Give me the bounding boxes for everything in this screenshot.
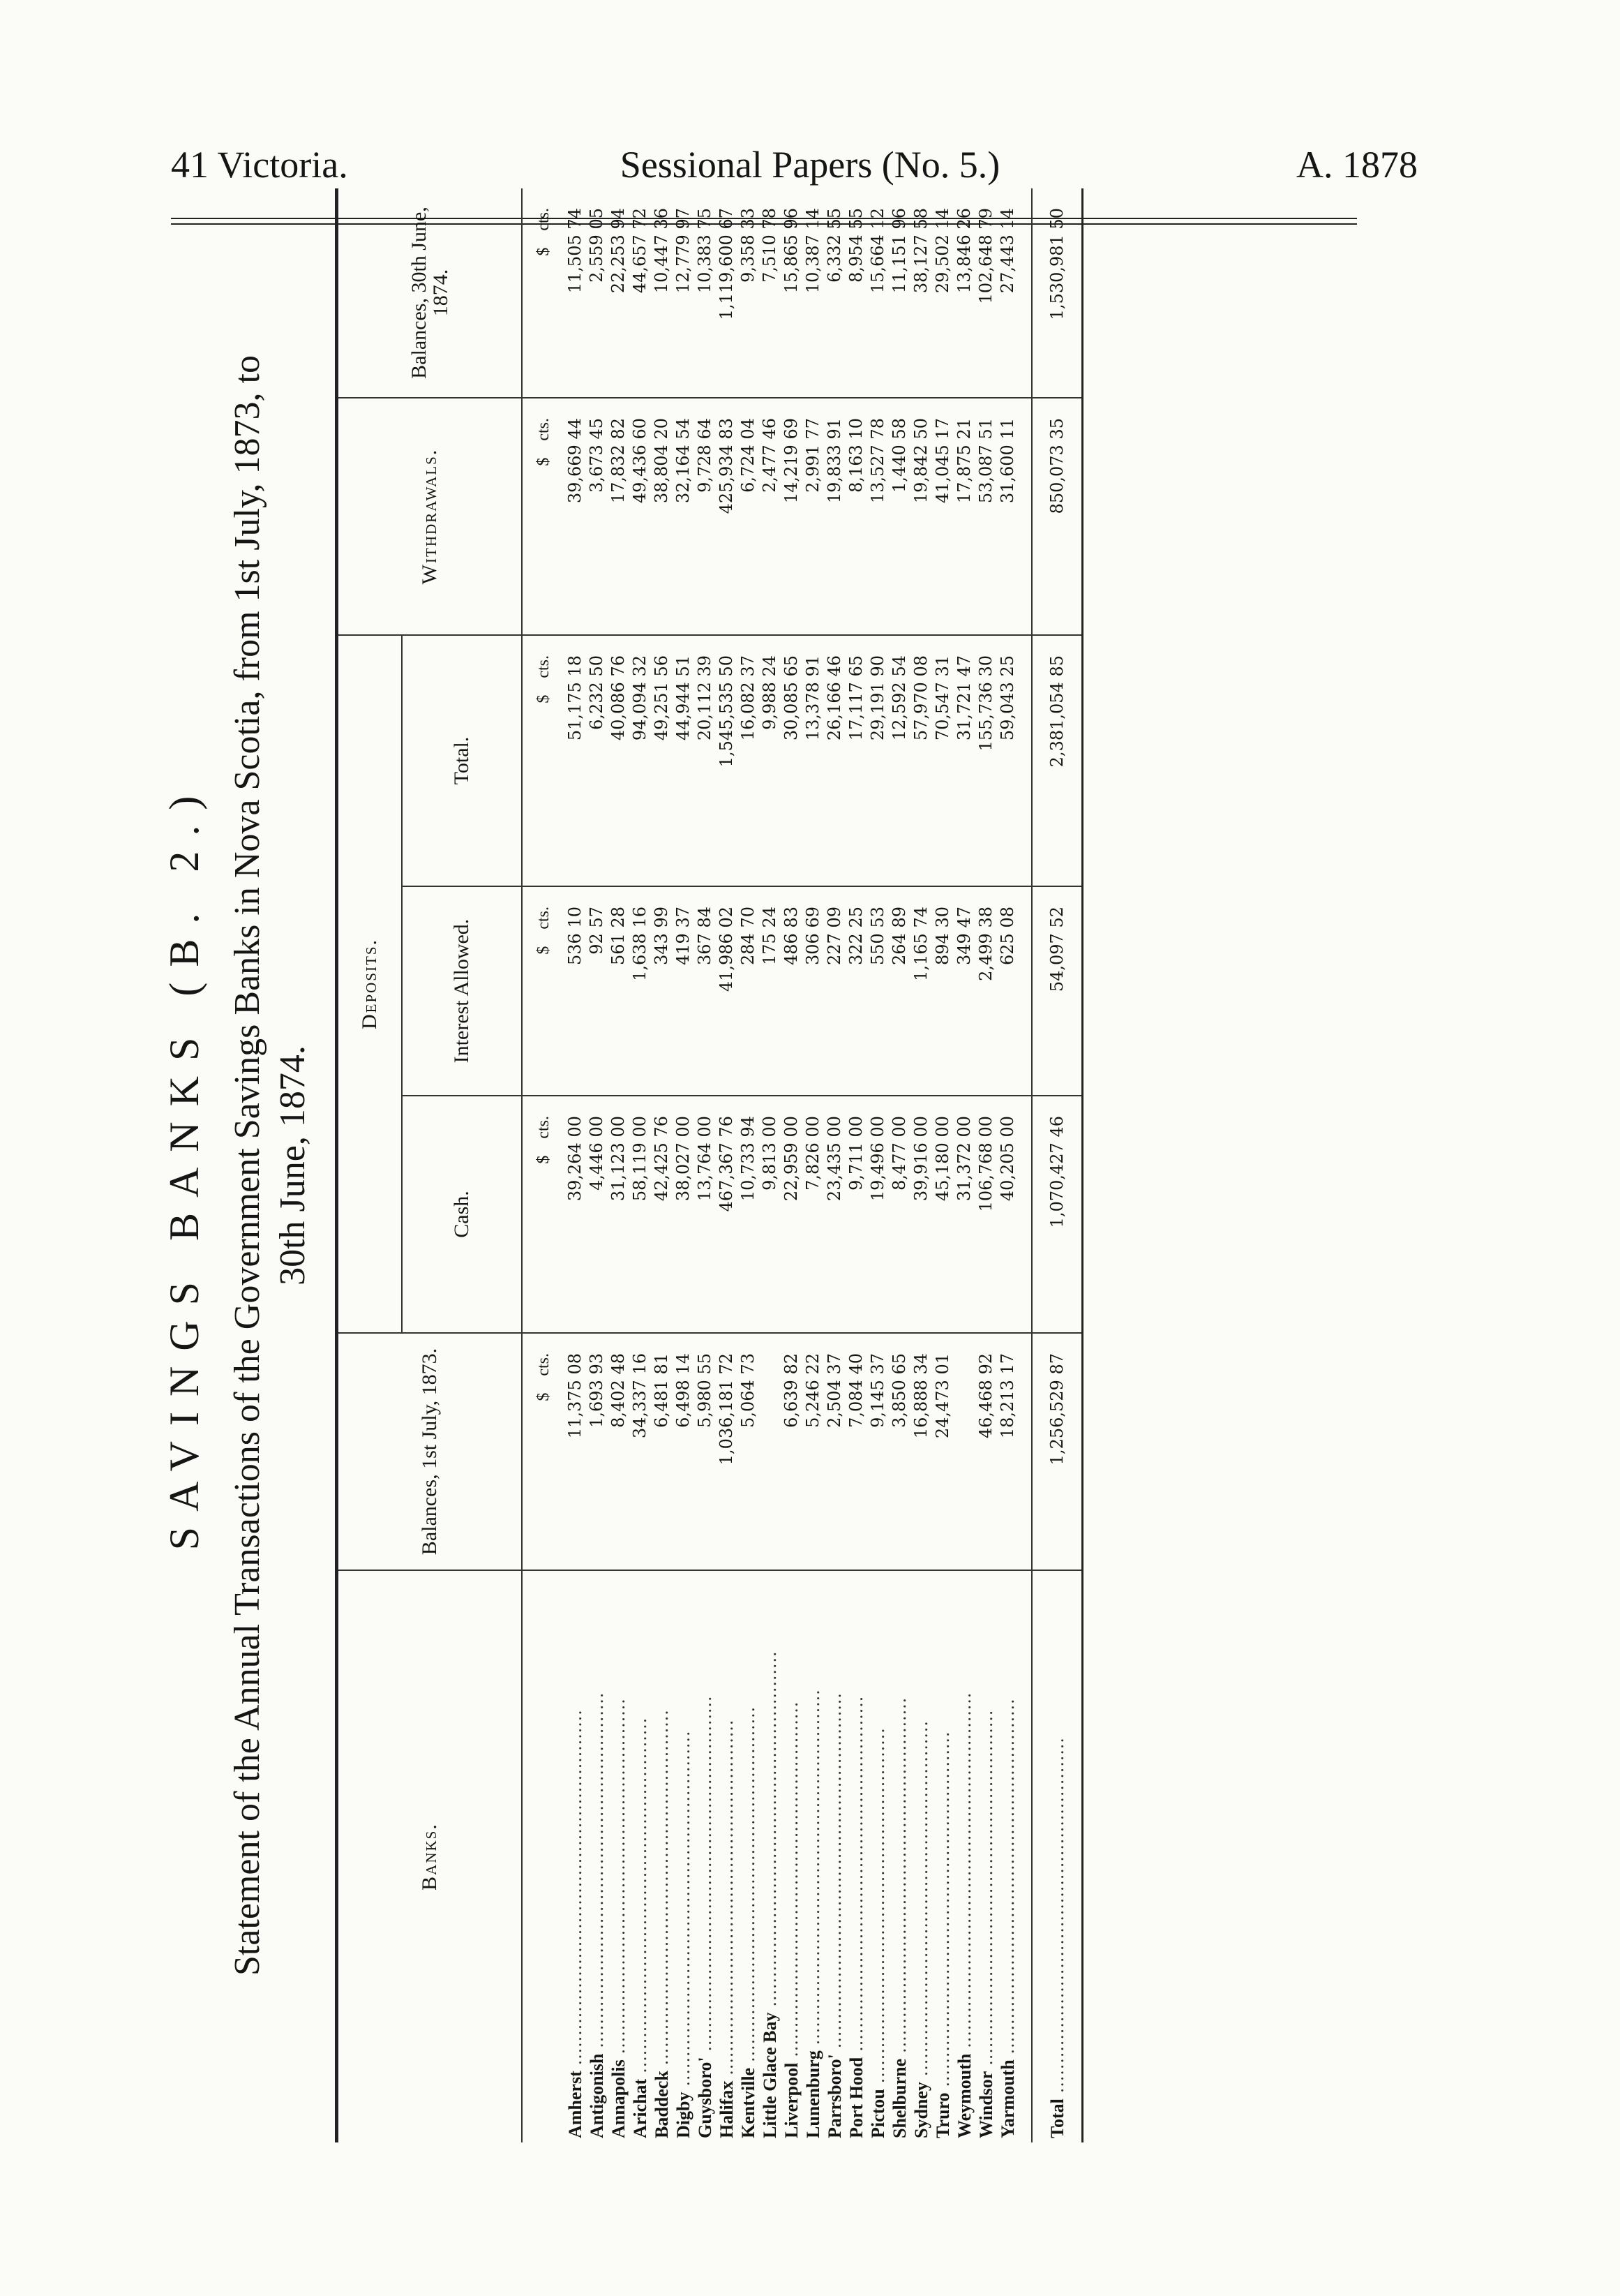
- header-total: Total.: [402, 635, 522, 886]
- balance-1874-cell: 1,119,600 67: [716, 188, 737, 398]
- bank-name-cell: [954, 1570, 975, 2142]
- interest-cell: 1,165 74: [910, 886, 932, 1096]
- interest-cell: 322 25: [846, 886, 867, 1096]
- table-row: [867, 188, 889, 2142]
- bank-name: Kentville: [738, 2067, 758, 2138]
- unit-cents: cts.: [534, 655, 553, 678]
- leader-dots: ............................................................: [630, 1717, 650, 2079]
- balance-1873-cell: 7,084 40: [846, 1333, 867, 1570]
- withdrawals-cell: 2,477 46: [759, 398, 781, 635]
- interest-cell: 625 08: [997, 886, 1019, 1096]
- total-cell: 44,944 51: [673, 635, 694, 886]
- bank-name: Weymouth: [954, 2053, 975, 2138]
- total-cell: 49,251 56: [651, 635, 673, 886]
- header-deposits: Deposits.: [337, 635, 403, 1333]
- leader-dots: ............................................................: [695, 1694, 715, 2057]
- balance-1873-cell: 18,213 17: [997, 1333, 1019, 1570]
- header-cash: Cash.: [402, 1096, 522, 1333]
- balance-1873-cell: 11,375 08: [564, 1333, 586, 1570]
- withdrawals-cell: 32,164 54: [673, 398, 694, 635]
- balance-1873-cell: 3,850 65: [889, 1333, 910, 1570]
- header-banks: Banks.: [337, 1570, 523, 2142]
- interest-cell: 367 84: [694, 886, 716, 1096]
- total-cell: 12,592 54: [889, 635, 910, 886]
- bank-name: Windsor: [976, 2071, 996, 2138]
- interest-cell: 2,499 38: [975, 886, 997, 1096]
- balance-1873-cell: 1,256,529 87: [1032, 1333, 1083, 1570]
- interest-cell: 536 10: [564, 886, 586, 1096]
- interest-cell: 175 24: [759, 886, 781, 1096]
- withdrawals-cell: 31,600 11: [997, 398, 1019, 635]
- bank-name: Amherst: [565, 2071, 585, 2138]
- table-row: [608, 188, 629, 2142]
- balance-1874-cell: 44,657 72: [629, 188, 651, 398]
- leader-dots: ............................................................: [781, 1701, 802, 2063]
- balance-1873-cell: 34,337 16: [629, 1333, 651, 1570]
- table-title: SAVINGS BANKS (B. 2.): [161, 780, 207, 1551]
- balance-1873-cell: 46,468 92: [975, 1333, 997, 1570]
- withdrawals-cell: 1,440 58: [889, 398, 910, 635]
- header-left: 41 Victoria.: [171, 144, 348, 186]
- balance-1874-cell: 11,151 96: [889, 188, 910, 398]
- cash-cell: 10,733 94: [737, 1096, 759, 1333]
- bank-name: Total: [1047, 2099, 1067, 2138]
- withdrawals-cell: 39,669 44: [564, 398, 586, 635]
- table-row: [694, 188, 716, 2142]
- table-row: [564, 188, 586, 2142]
- cash-cell: 8,477 00: [889, 1096, 910, 1333]
- balance-1874-cell: 10,447 36: [651, 188, 673, 398]
- bank-name-cell: [608, 1570, 629, 2142]
- unit-cents: cts.: [534, 907, 553, 930]
- balance-1873-cell: 5,064 73: [737, 1333, 759, 1570]
- total-cell: 1,545,535 50: [716, 635, 737, 886]
- balance-1873-cell: 2,504 37: [824, 1333, 846, 1570]
- balance-1873-cell: 6,481 81: [651, 1333, 673, 1570]
- bank-name: Digby: [673, 2092, 693, 2138]
- bank-name-cell: [716, 1570, 737, 2142]
- cash-cell: 58,119 00: [629, 1096, 651, 1333]
- leader-dots: ............................................................: [587, 1692, 607, 2054]
- total-cell: 51,175 18: [564, 635, 586, 886]
- statement-line-1: Statement of the Annual Transactions of the Government Savings Banks in Nova Scotia, from 1st July, 1873, to: [227, 355, 267, 1976]
- bank-name-cell: [629, 1570, 651, 2142]
- bank-name-cell: [564, 1570, 586, 2142]
- leader-dots: ............................................................: [911, 1720, 931, 2082]
- savings-banks-table: [335, 188, 1083, 2142]
- table-row: [586, 188, 608, 2142]
- interest-cell: 343 99: [651, 886, 673, 1096]
- bank-name-cell: [975, 1570, 997, 2142]
- withdrawals-cell: 19,842 50: [910, 398, 932, 635]
- interest-cell: 41,986 02: [716, 886, 737, 1096]
- balance-1873-cell: 5,980 55: [694, 1333, 716, 1570]
- table-row: [759, 188, 781, 2142]
- bank-name: Shelburne: [890, 2058, 910, 2138]
- table-row: [629, 188, 651, 2142]
- cash-cell: 31,123 00: [608, 1096, 629, 1333]
- table-row: [716, 188, 737, 2142]
- balance-1874-cell: 15,664 12: [867, 188, 889, 398]
- bank-name: Pictou: [868, 2089, 888, 2138]
- balance-1874-cell: 29,502 14: [932, 188, 954, 398]
- balance-1873-cell: 1,036,181 72: [716, 1333, 737, 1570]
- withdrawals-cell: 850,073 35: [1032, 398, 1083, 635]
- balance-1874-cell: 22,253 94: [608, 188, 629, 398]
- header-center: Sessional Papers (No. 5.): [620, 144, 1000, 186]
- withdrawals-cell: 41,045 17: [932, 398, 954, 635]
- unit-dollar-sign: $: [534, 1155, 553, 1164]
- withdrawals-cell: 14,219 69: [781, 398, 802, 635]
- withdrawals-cell: 3,673 45: [586, 398, 608, 635]
- balance-1874-cell: 38,127 58: [910, 188, 932, 398]
- balance-1873-cell: 8,402 48: [608, 1333, 629, 1570]
- total-cell: 17,117 65: [846, 635, 867, 886]
- withdrawals-cell: 13,527 78: [867, 398, 889, 635]
- leader-dots: ............................................................: [760, 1650, 780, 2013]
- total-cell: 57,970 08: [910, 635, 932, 886]
- withdrawals-cell: 8,163 10: [846, 398, 867, 635]
- cash-cell: 9,813 00: [759, 1096, 781, 1333]
- bank-name-cell: [932, 1570, 954, 2142]
- withdrawals-cell: 2,991 77: [802, 398, 824, 635]
- balance-1873-cell: 6,498 14: [673, 1333, 694, 1570]
- bank-name: Port Hood: [846, 2057, 867, 2138]
- balance-1874-cell: 12,779 97: [673, 188, 694, 398]
- interest-cell: 486 83: [781, 886, 802, 1096]
- cash-cell: 38,027 00: [673, 1096, 694, 1333]
- bank-name-cell: [1032, 1570, 1083, 2142]
- balance-1874-cell: 15,865 96: [781, 188, 802, 398]
- leader-dots: ............................................................: [608, 1697, 629, 2060]
- withdrawals-cell: 9,728 64: [694, 398, 716, 635]
- table-row: [910, 188, 932, 2142]
- table-row: [737, 188, 759, 2142]
- interest-cell: 561 28: [608, 886, 629, 1096]
- interest-cell: 306 69: [802, 886, 824, 1096]
- unit-cents: cts.: [534, 1353, 553, 1376]
- balance-1873-cell: 1,693 93: [586, 1333, 608, 1570]
- bank-name: Baddeck: [652, 2071, 672, 2138]
- unit-dollar-sign: $: [534, 694, 553, 703]
- table-row: [889, 188, 910, 2142]
- cash-cell: 31,372 00: [954, 1096, 975, 1333]
- header-balances-1874: Balances, 30th June, 1874.: [337, 188, 523, 398]
- header-balances-1873: Balances, 1st July, 1873.: [337, 1333, 523, 1570]
- cash-cell: 22,959 00: [781, 1096, 802, 1333]
- leader-dots: ............................................................: [998, 1697, 1018, 2060]
- leader-dots: ............................................................: [1047, 1736, 1067, 2099]
- interest-cell: 284 70: [737, 886, 759, 1096]
- balance-1874-cell: 102,648 79: [975, 188, 997, 398]
- leader-dots: ............................................................: [738, 1706, 758, 2068]
- total-cell: 40,086 76: [608, 635, 629, 886]
- balance-1874-cell: 6,332 55: [824, 188, 846, 398]
- balance-1874-cell: 10,387 14: [802, 188, 824, 398]
- bank-name-cell: [824, 1570, 846, 2142]
- leader-dots: ............................................................: [717, 1719, 737, 2081]
- balance-1874-cell: 7,510 78: [759, 188, 781, 398]
- balance-1873-cell: [759, 1333, 781, 1570]
- table-row: [673, 188, 694, 2142]
- total-cell: 13,378 91: [802, 635, 824, 886]
- table-row: [802, 188, 824, 2142]
- leader-dots: ............................................................: [673, 1730, 693, 2092]
- table-row: [997, 188, 1019, 2142]
- balance-1874-cell: 10,383 75: [694, 188, 716, 398]
- interest-cell: 1,638 16: [629, 886, 651, 1096]
- bank-name-cell: [586, 1570, 608, 2142]
- bank-name: Antigonish: [587, 2053, 607, 2138]
- interest-cell: 92 57: [586, 886, 608, 1096]
- total-cell: 155,736 30: [975, 635, 997, 886]
- cash-cell: 42,425 76: [651, 1096, 673, 1333]
- balance-1873-cell: 5,246 22: [802, 1333, 824, 1570]
- interest-cell: 419 37: [673, 886, 694, 1096]
- header-interest: Interest Allowed.: [402, 886, 522, 1096]
- bank-name: Liverpool: [781, 2062, 802, 2138]
- total-row: [1032, 188, 1083, 2142]
- cash-cell: 9,711 00: [846, 1096, 867, 1333]
- withdrawals-cell: 19,833 91: [824, 398, 846, 635]
- leader-dots: ............................................................: [954, 1692, 975, 2054]
- table-body: [522, 188, 1083, 2142]
- total-cell: 26,166 46: [824, 635, 846, 886]
- interest-cell: 227 09: [824, 886, 846, 1096]
- balance-1874-cell: 8,954 55: [846, 188, 867, 398]
- spacer-row: [1019, 188, 1032, 2142]
- cash-cell: 1,070,427 46: [1032, 1096, 1083, 1333]
- balance-1874-cell: 1,530,981 50: [1032, 188, 1083, 398]
- total-cell: 2,381,054 85: [1032, 635, 1083, 886]
- bank-name: Little Glace Bay: [760, 2012, 780, 2138]
- cash-cell: 19,496 00: [867, 1096, 889, 1333]
- leader-dots: ............................................................: [976, 1709, 996, 2071]
- bank-name-cell: [737, 1570, 759, 2142]
- total-cell: 20,112 39: [694, 635, 716, 886]
- bank-name-cell: [651, 1570, 673, 2142]
- table-row: [954, 188, 975, 2142]
- total-cell: 94,094 32: [629, 635, 651, 886]
- unit-dollar-sign: $: [534, 457, 553, 466]
- cash-cell: 39,264 00: [564, 1096, 586, 1333]
- bank-name-cell: [673, 1570, 694, 2142]
- bank-name: Parrsboro': [825, 2054, 845, 2138]
- interest-cell: 894 30: [932, 886, 954, 1096]
- interest-cell: 550 53: [867, 886, 889, 1096]
- leader-dots: ............................................................: [846, 1695, 867, 2057]
- bank-name: Arichat: [630, 2078, 650, 2138]
- withdrawals-cell: 425,934 83: [716, 398, 737, 635]
- balance-1873-cell: 6,639 82: [781, 1333, 802, 1570]
- bank-name: Yarmouth: [998, 2059, 1018, 2138]
- header-withdrawals: Withdrawals.: [337, 398, 523, 635]
- bank-name-cell: [802, 1570, 824, 2142]
- balance-1874-cell: 27,443 14: [997, 188, 1019, 398]
- balance-1874-cell: 13,846 26: [954, 188, 975, 398]
- leader-dots: ............................................................: [825, 1692, 845, 2055]
- leader-dots: ............................................................: [890, 1697, 910, 2059]
- table-row: [781, 188, 802, 2142]
- bank-name-cell: [910, 1570, 932, 2142]
- interest-cell: 264 89: [889, 886, 910, 1096]
- balance-1874-cell: 2,559 05: [586, 188, 608, 398]
- total-cell: 70,547 31: [932, 635, 954, 886]
- table-row: [846, 188, 867, 2142]
- table-row: [975, 188, 997, 2142]
- unit-cents: cts.: [534, 1116, 553, 1139]
- bank-name: Truro: [933, 2092, 953, 2138]
- cash-cell: 4,446 00: [586, 1096, 608, 1333]
- bank-name: Halifax: [717, 2080, 737, 2138]
- cash-cell: 106,768 00: [975, 1096, 997, 1333]
- cash-cell: 7,826 00: [802, 1096, 824, 1333]
- bank-name-cell: [889, 1570, 910, 2142]
- withdrawals-cell: 38,804 20: [651, 398, 673, 635]
- withdrawals-cell: 53,087 51: [975, 398, 997, 635]
- total-cell: 59,043 25: [997, 635, 1019, 886]
- table-row: [651, 188, 673, 2142]
- units-row: [522, 188, 564, 2142]
- leader-dots: ............................................................: [652, 1708, 672, 2071]
- bank-name-cell: [694, 1570, 716, 2142]
- bank-name-cell: [781, 1570, 802, 2142]
- bank-name-cell: [759, 1570, 781, 2142]
- leader-dots: ............................................................: [565, 1708, 585, 2071]
- interest-cell: 349 47: [954, 886, 975, 1096]
- bank-name: Annapolis: [608, 2059, 629, 2138]
- balance-1873-cell: 24,473 01: [932, 1333, 954, 1570]
- unit-dollar-sign: $: [534, 946, 553, 955]
- total-cell: 29,191 90: [867, 635, 889, 886]
- cash-cell: 467,367 76: [716, 1096, 737, 1333]
- withdrawals-cell: 49,436 60: [629, 398, 651, 635]
- bank-name: Lunenburg: [803, 2050, 823, 2138]
- statement-line-2: 30th June, 1874.: [273, 1045, 313, 1285]
- leader-dots: ............................................................: [933, 1731, 953, 2093]
- rotated-page-body: [160, 167, 1305, 2163]
- withdrawals-cell: 6,724 04: [737, 398, 759, 635]
- balance-1873-cell: 9,145 37: [867, 1333, 889, 1570]
- withdrawals-cell: 17,832 82: [608, 398, 629, 635]
- total-cell: 31,721 47: [954, 635, 975, 886]
- cash-cell: 39,916 00: [910, 1096, 932, 1333]
- cash-cell: 40,205 00: [997, 1096, 1019, 1333]
- leader-dots: ............................................................: [868, 1727, 888, 2089]
- cash-cell: 45,180 00: [932, 1096, 954, 1333]
- bank-name: Sydney: [911, 2082, 931, 2138]
- unit-dollar-sign: $: [534, 247, 553, 256]
- balance-1874-cell: 11,505 74: [564, 188, 586, 398]
- balance-1873-cell: 16,888 34: [910, 1333, 932, 1570]
- bank-name-cell: [997, 1570, 1019, 2142]
- unit-cents: cts.: [534, 208, 553, 231]
- withdrawals-cell: 17,875 21: [954, 398, 975, 635]
- bank-name-cell: [846, 1570, 867, 2142]
- bank-name-cell: [867, 1570, 889, 2142]
- balance-1874-cell: 9,358 33: [737, 188, 759, 398]
- cash-cell: 13,764 00: [694, 1096, 716, 1333]
- table-row: [932, 188, 954, 2142]
- total-cell: 6,232 50: [586, 635, 608, 886]
- total-cell: 16,082 37: [737, 635, 759, 886]
- header-right: A. 1878: [1296, 144, 1418, 186]
- balance-1873-cell: [954, 1333, 975, 1570]
- total-cell: 9,988 24: [759, 635, 781, 886]
- leader-dots: ............................................................: [803, 1688, 823, 2051]
- table-row: [824, 188, 846, 2142]
- interest-cell: 54,097 52: [1032, 886, 1083, 1096]
- unit-dollar-sign: $: [534, 1392, 553, 1401]
- bank-name: Guysboro': [695, 2057, 715, 2138]
- cash-cell: 23,435 00: [824, 1096, 846, 1333]
- unit-cents: cts.: [534, 418, 553, 441]
- total-cell: 30,085 65: [781, 635, 802, 886]
